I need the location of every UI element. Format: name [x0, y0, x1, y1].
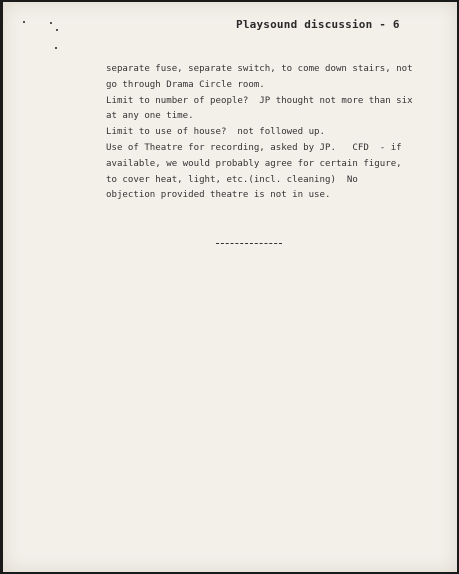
end-divider	[216, 243, 282, 244]
ink-speck	[56, 29, 58, 31]
document-page	[3, 2, 457, 572]
body-line: separate fuse, separate switch, to come down stairs, not	[106, 64, 413, 74]
body-line: to cover heat, light, etc.(incl. cleaning) No	[106, 174, 358, 185]
page-header: Playsound discussion - 6	[236, 18, 400, 31]
ink-speck	[50, 22, 52, 24]
body-line: objection provided theatre is not in use.	[106, 190, 331, 201]
document-body	[106, 62, 446, 204]
body-line: available, we would probably agree for certain figure,	[106, 158, 402, 169]
body-line: Limit to number of people? JP thought not more than six	[106, 95, 413, 106]
body-line: go through Drama Circle room.	[106, 79, 265, 90]
body-line: at any one time.	[106, 111, 194, 122]
ink-speck	[23, 21, 25, 23]
body-line: Use of Theatre for recording, asked by JP. CFD - if	[106, 142, 402, 153]
ink-speck	[55, 47, 57, 49]
body-line: Limit to use of house? not followed up.	[106, 127, 325, 138]
